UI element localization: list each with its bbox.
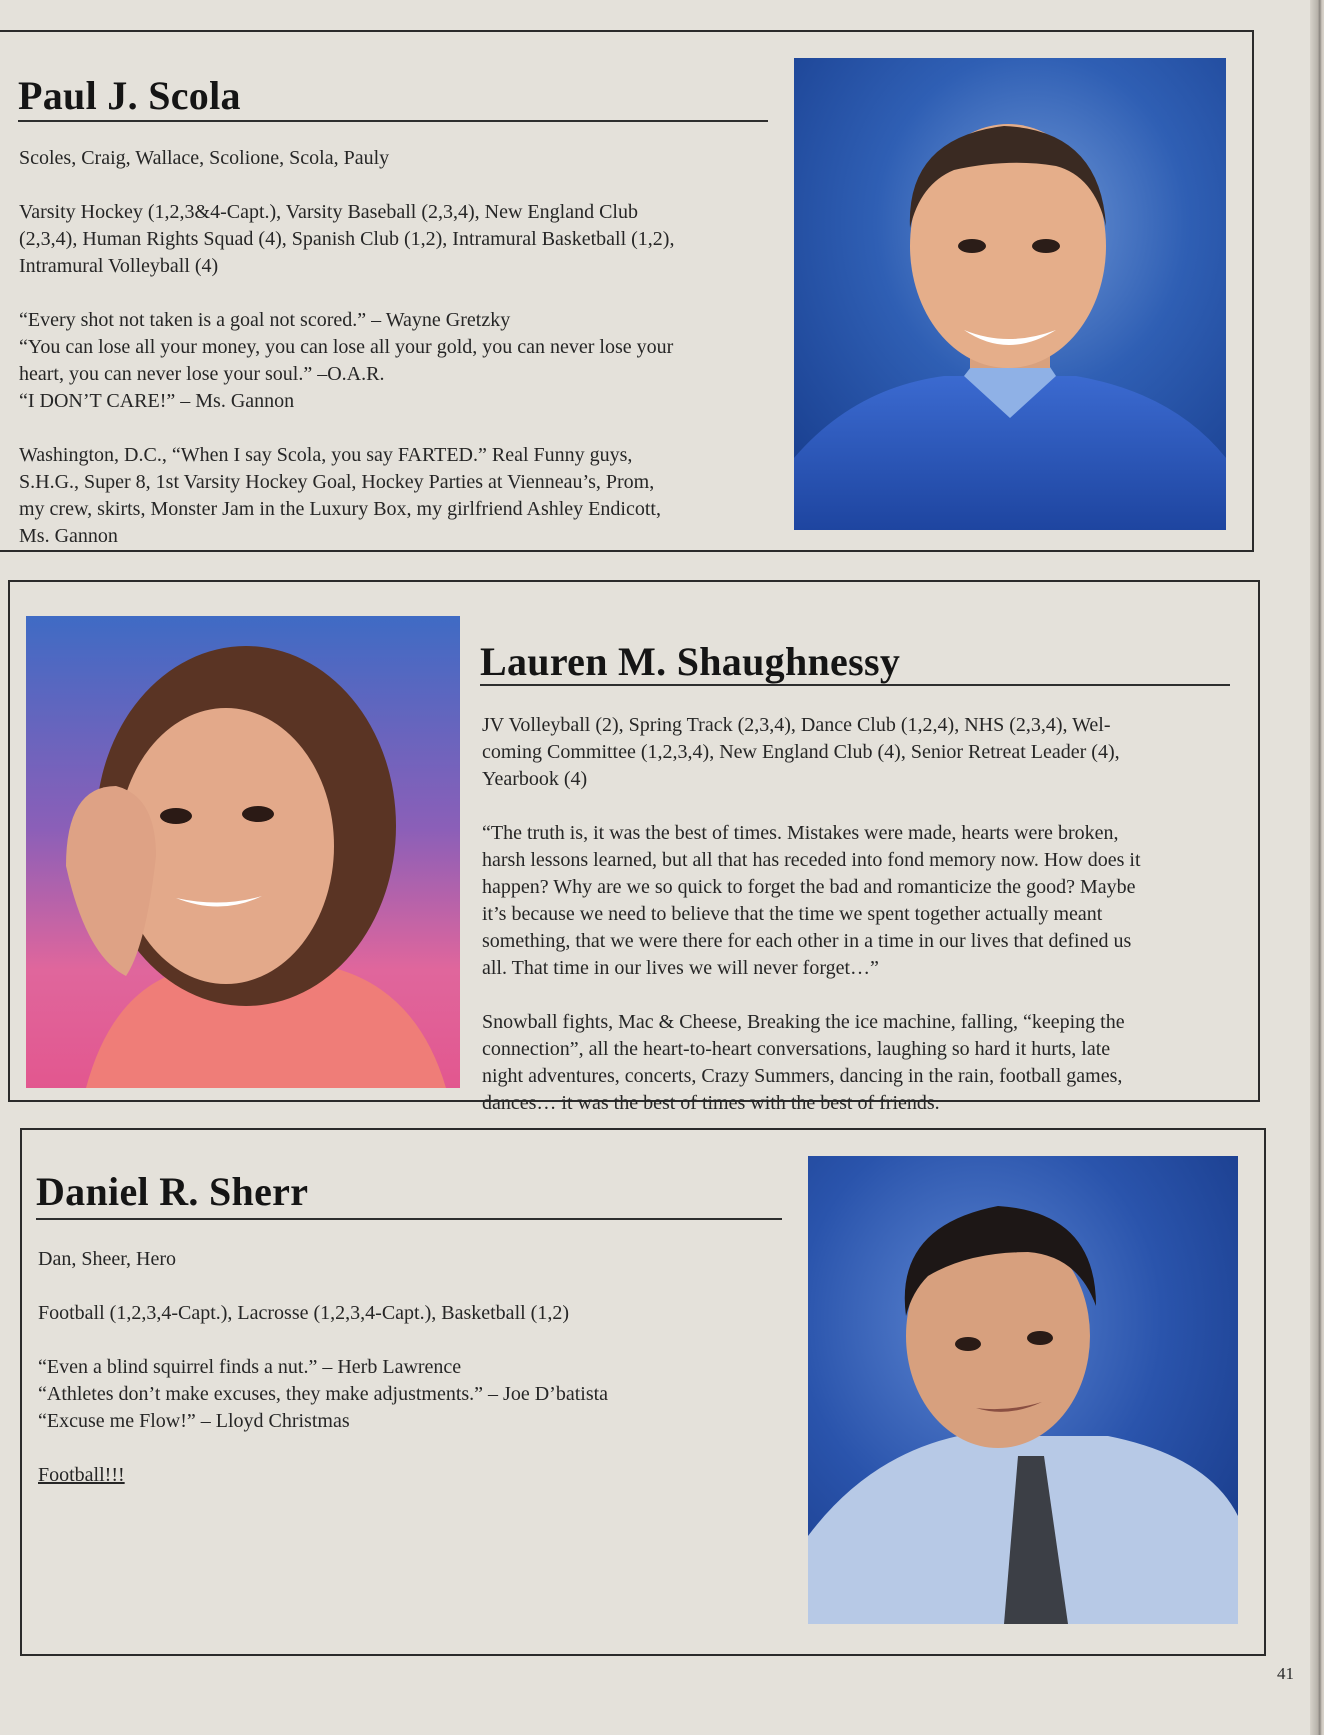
activities: Football (1,2,3,4-Capt.), Lacrosse (1,2,3,4-Capt.), Basketball (1,2) <box>38 1302 569 1324</box>
quotes: “Even a blind squirrel finds a nut.” – Herb Lawrence “Athletes don’t make excuses, they make adjustments.” – Joe D’batista “Excuse me Flow!” – Lloyd Christmas <box>38 1356 609 1432</box>
name-underline <box>480 684 1230 686</box>
student-name: Paul J. Scola <box>18 73 241 118</box>
activities: JV Volleyball (2), Spring Track (2,3,4), Dance Club (1,2,4), NHS (2,3,4), Wel- coming Committee (1,2,3,4), New England Club (4), Senior Retreat Leader (4), Yearbook (4) <box>482 714 1120 790</box>
nicknames: Dan, Sheer, Hero <box>38 1248 177 1270</box>
name-underline <box>18 120 768 122</box>
student-portrait-photo <box>26 616 460 1088</box>
page-number: 41 <box>1277 1664 1294 1683</box>
student-bio-text <box>482 712 1252 1117</box>
quote: “The truth is, it was the best of times. Mistakes were made, hearts were broken, harsh lessons learned, but all that has receded into fond memory now. How does it happen? Why are we so quick to forget the bad and romanticize the good? Maybe it’s because we need to believe that the time we spent together actually meant something, that we were there for each other in a time in our lives that defined us all. That time in our lives we will never forget…” <box>482 822 1141 979</box>
student-portrait-photo <box>808 1156 1238 1624</box>
quotes: “Every shot not taken is a goal not scored.” – Wayne Gretzky “You can lose all your money, you can lose all your gold, you can never lose your heart, you can never lose your soul.” –O.A.R. “I DON’T CARE!” – Ms. Gannon <box>19 309 674 412</box>
nicknames: Scoles, Craig, Wallace, Scolione, Scola, Pauly <box>19 147 390 169</box>
student-name: Lauren M. Shaughnessy <box>480 639 901 684</box>
activities: Varsity Hockey (1,2,3&4-Capt.), Varsity Baseball (2,3,4), New England Club (2,3,4), Human Rights Squad (4), Spanish Club (1,2), Intramural Basketball (1,2), Intramural Volleyball (4) <box>19 201 675 277</box>
scan-page-edge <box>1310 0 1324 1735</box>
memories: Football!!! <box>38 1464 125 1486</box>
student-portrait-photo <box>794 58 1226 530</box>
student-bio-text <box>38 1246 778 1489</box>
name-underline <box>36 1218 782 1220</box>
memories: Snowball fights, Mac & Cheese, Breaking the ice machine, falling, “keeping the connection”, all the heart-to-heart conversations, laughing so hard it hurts, late night adventures, concerts, Crazy Summers, dancing in the rain, football games, dances… it was the best of times with the best of friends. <box>482 1011 1125 1114</box>
memories: Washington, D.C., “When I say Scola, you say FARTED.” Real Funny guys, S.H.G., Super 8, 1st Varsity Hockey Goal, Hockey Parties at Vienneau’s, Prom, my crew, skirts, Monster Jam in the Luxury Box, my girlfriend Ashley Endicott, Ms. Gannon <box>19 444 661 547</box>
student-bio-text <box>19 145 779 550</box>
student-name: Daniel R. Sherr <box>36 1169 309 1214</box>
